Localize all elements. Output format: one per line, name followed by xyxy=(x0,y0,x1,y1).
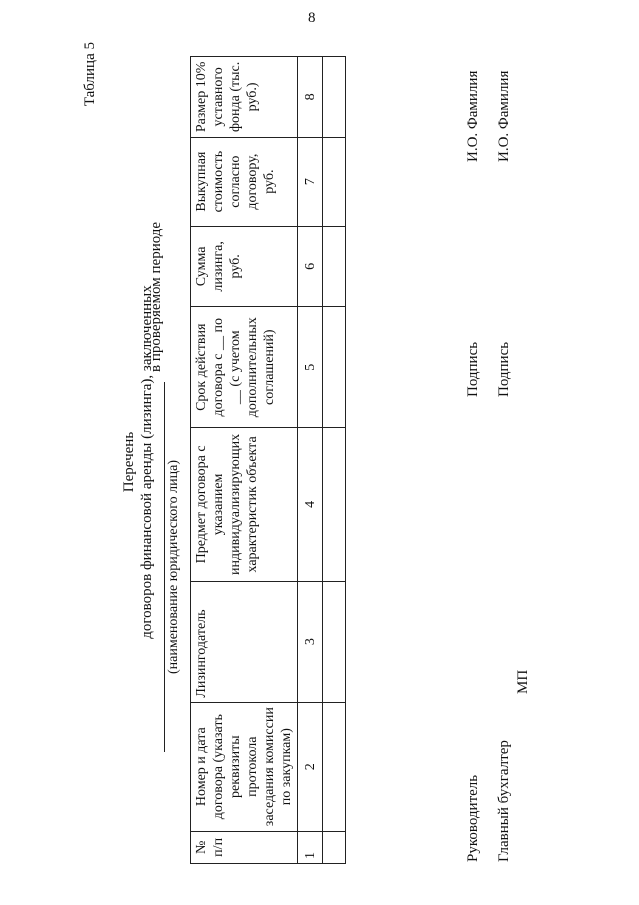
organization-line xyxy=(148,112,168,752)
empty-cell xyxy=(323,307,346,428)
header-cell: Сумма лизинга, руб. xyxy=(191,226,298,307)
heading-title: Перечень xyxy=(121,431,137,493)
head-name: И.О. Фамилия xyxy=(465,70,481,162)
column-number: 6 xyxy=(298,226,323,307)
column-number: 2 xyxy=(298,702,323,831)
header-cell: Размер 10% уставного фонда (тыс. руб.) xyxy=(191,57,298,138)
column-number: 8 xyxy=(298,57,323,138)
header-row xyxy=(191,57,298,864)
column-number: 3 xyxy=(298,581,323,702)
header-cell: Срок действия договора с __ по __ (с учетом дополнительных соглашений) xyxy=(191,307,298,428)
empty-cell xyxy=(323,57,346,138)
empty-cell xyxy=(323,428,346,581)
column-number: 4 xyxy=(298,428,323,581)
column-number: 1 xyxy=(298,831,323,863)
column-number: 7 xyxy=(298,137,323,226)
empty-cell xyxy=(323,226,346,307)
accountant-signature: Подпись xyxy=(496,341,512,397)
organization-hint: (наименование юридического лица) xyxy=(166,460,181,674)
page-number: 8 xyxy=(308,10,316,26)
period-text: в проверяемом периоде xyxy=(148,221,164,372)
header-cell: № п/п xyxy=(191,831,298,863)
head-signature: Подпись xyxy=(465,341,481,397)
header-cell: Номер и дата договора (указать реквизиты протокола заседания комиссии по закупкам) xyxy=(191,702,298,831)
header-cell: Лизингодатель xyxy=(191,581,298,702)
empty-row xyxy=(323,57,346,864)
seal-mark: МП xyxy=(515,669,531,694)
empty-cell xyxy=(323,831,346,863)
table-label: Таблица 5 xyxy=(82,42,98,107)
empty-cell xyxy=(323,137,346,226)
column-number-row xyxy=(298,57,323,864)
head-role: Руководитель xyxy=(465,774,481,862)
empty-cell xyxy=(323,702,346,831)
empty-cell xyxy=(323,581,346,702)
column-number: 5 xyxy=(298,307,323,428)
leasing-table xyxy=(190,56,346,864)
header-cell: Выкупная стоимость согласно договору, руб. xyxy=(191,137,298,226)
rotated-sheet xyxy=(40,32,600,892)
accountant-name: И.О. Фамилия xyxy=(496,70,512,162)
accountant-role: Главный бухгалтер xyxy=(496,740,512,862)
header-cell: Предмет договора с указанием индивидуализирующих характеристик объекта xyxy=(191,428,298,581)
organization-blank xyxy=(164,382,165,752)
heading-subtitle: договоров финансовой аренды (лизинга), заключенных xyxy=(139,285,155,639)
